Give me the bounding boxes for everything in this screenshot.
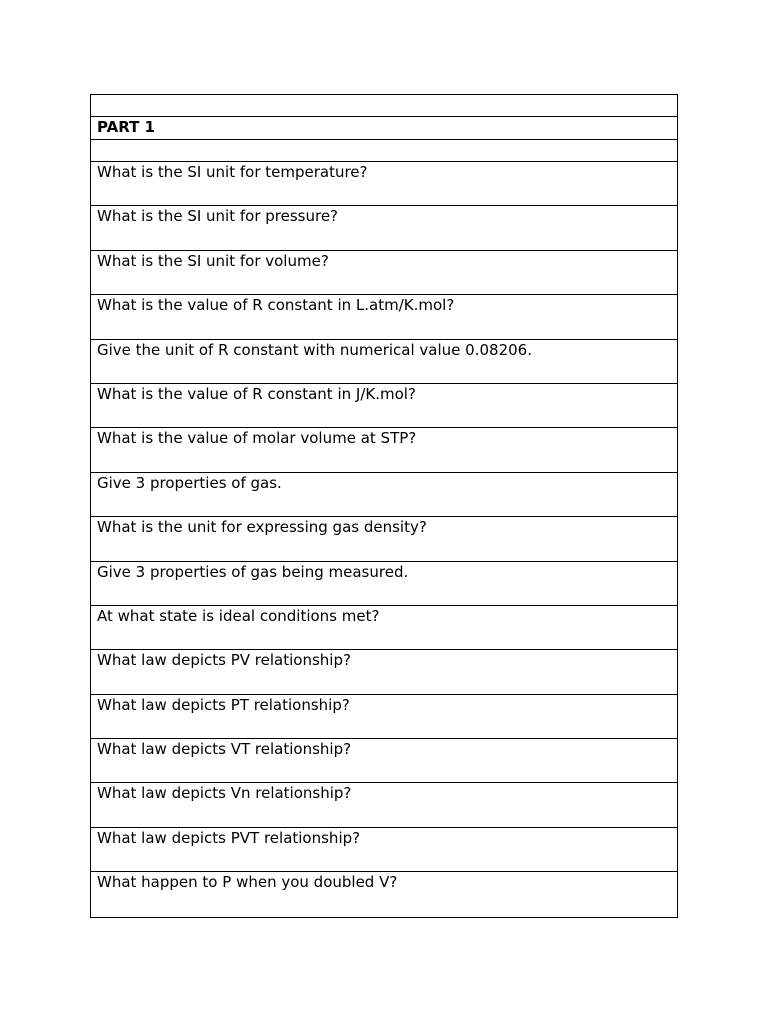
empty-header-row [91, 95, 677, 117]
question-row: What is the value of R constant in L.atm/K.mol? [91, 295, 677, 339]
question-row: What is the value of R constant in J/K.mol? [91, 384, 677, 428]
question-row: At what state is ideal conditions met? [91, 606, 677, 650]
question-row: What is the SI unit for temperature? [91, 162, 677, 206]
question-table [90, 94, 678, 918]
part-heading: PART 1 [91, 117, 677, 140]
question-row: What law depicts Vn relationship? [91, 783, 677, 827]
question-row: What law depicts PT relationship? [91, 695, 677, 739]
question-row: Give 3 properties of gas being measured. [91, 562, 677, 606]
question-row: Give the unit of R constant with numerical value 0.08206. [91, 340, 677, 384]
empty-row [91, 140, 677, 162]
question-row: Give 3 properties of gas. [91, 473, 677, 517]
question-row: What law depicts VT relationship? [91, 739, 677, 783]
question-row: What happen to P when you doubled V? [97, 873, 398, 892]
question-row: What is the SI unit for pressure? [91, 206, 677, 250]
question-row: What law depicts PV relationship? [91, 650, 677, 694]
question-row: What is the SI unit for volume? [91, 251, 677, 295]
question-row: What is the value of molar volume at STP? [91, 428, 677, 472]
question-row: What law depicts PVT relationship? [91, 828, 677, 872]
question-row: What is the unit for expressing gas density? [91, 517, 677, 561]
